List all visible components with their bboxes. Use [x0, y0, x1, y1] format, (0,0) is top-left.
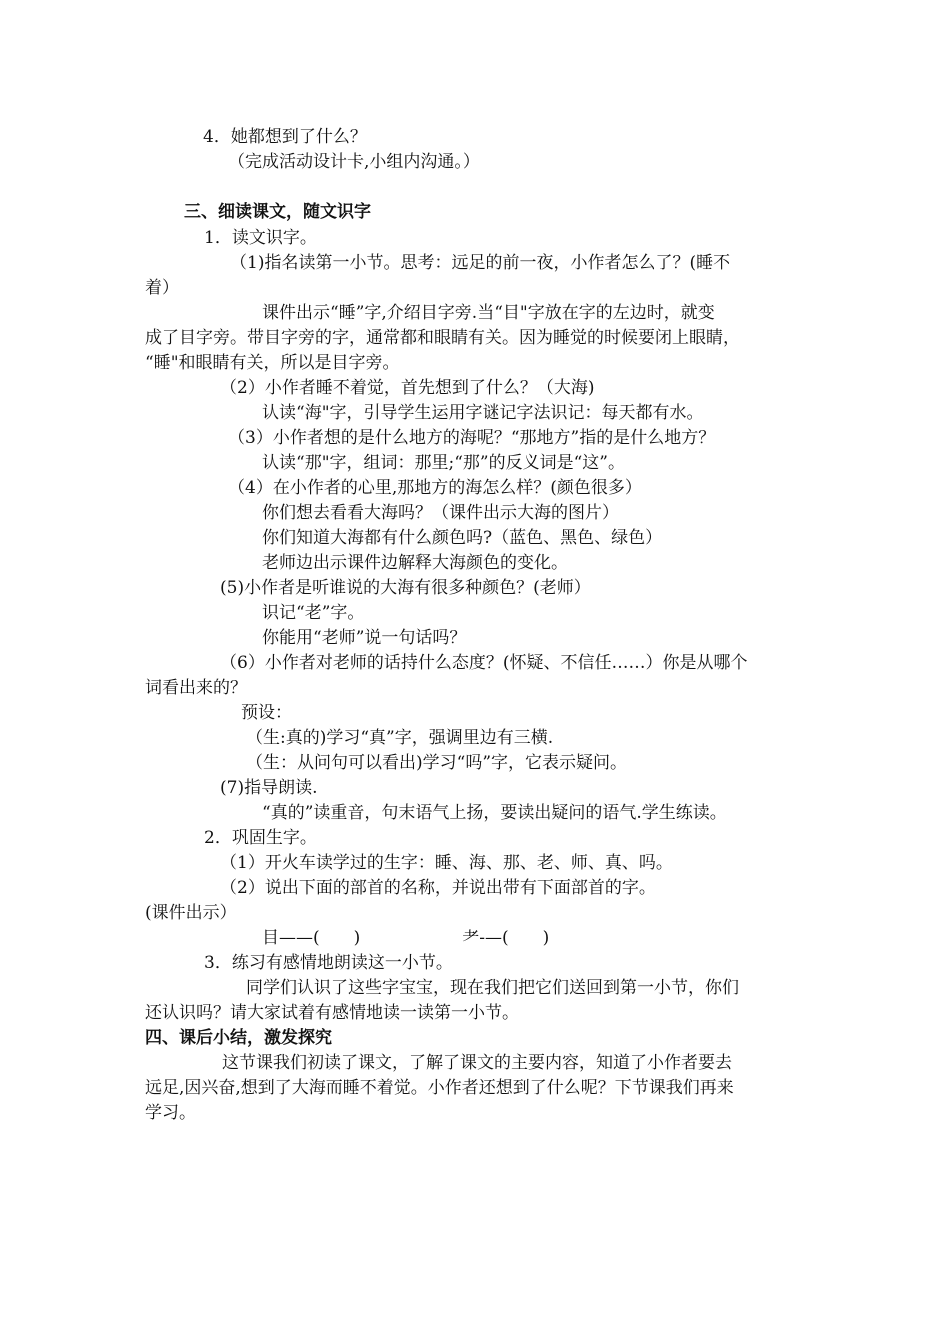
step-2-heading: 2．巩固生字。	[204, 828, 317, 848]
old-char-note: 识记“老”字。	[262, 603, 365, 623]
question-1-line-2: 着）	[145, 278, 179, 298]
question-6-line-1: （6）小作者对老师的话持什么态度？(怀疑、不信任……）你是从哪个	[220, 653, 748, 673]
section-3-heading: 三、细读课文，随文识字	[184, 202, 371, 222]
radical-blanks: 目——( ) 耂-—( )	[262, 928, 550, 948]
question-7: (7)指导朗读.	[220, 778, 318, 798]
preset-true-char: （生:真的)学习“真”字，强调里边有三横.	[246, 728, 554, 748]
step-3-paragraph-line-2: 还认识吗？请大家试着有感情地读一读第一小节。	[145, 1003, 519, 1023]
question-4-prompt-1: 你们想去看看大海吗？（课件出示大海的图片）	[262, 503, 619, 523]
summary-line-3: 学习。	[145, 1103, 196, 1123]
question-4: （4）在小作者的心里,那地方的海怎么样？(颜色很多）	[228, 478, 642, 498]
step-3-heading: 3．练习有感情地朗读这一小节。	[204, 953, 453, 973]
sleep-char-paragraph-line-1: 课件出示“睡”字,介绍目字旁.当“目"字放在字的左边时，就变	[262, 303, 715, 323]
preset-question-char: （生：从问句可以看出)学习“吗”字，它表示疑问。	[246, 753, 628, 773]
question-5: (5)小作者是听谁说的大海有很多种颜色？(老师）	[220, 578, 591, 598]
item-4-activity-note: （完成活动设计卡,小组内沟通。）	[228, 152, 480, 172]
question-1-line-1: （1)指名读第一小节。思考：远足的前一夜，小作者怎么了？(睡不	[230, 253, 731, 273]
question-6-line-2: 词看出来的？	[145, 678, 247, 698]
sleep-char-paragraph-line-3: “睡"和眼睛有关，所以是目字旁。	[145, 353, 400, 373]
summary-line-1: 这节课我们初读了课文，了解了课文的主要内容，知道了小作者要去	[222, 1053, 732, 1073]
reading-guidance: “真的”读重音，句末语气上扬，要读出疑问的语气.学生练读。	[262, 803, 727, 823]
question-4-prompt-2: 你们知道大海都有什么颜色吗?（蓝色、黑色、绿色）	[262, 528, 663, 548]
question-4-prompt-3: 老师边出示课件边解释大海颜色的变化。	[262, 553, 568, 573]
summary-line-2: 远足,因兴奋,想到了大海而睡不着觉。小作者还想到了什么呢？下节课我们再来	[145, 1078, 734, 1098]
step-2-item-1: （1）开火车读学过的生字：睡、海、那、老、师、真、吗。	[220, 853, 673, 873]
question-3: （3）小作者想的是什么地方的海呢？“那地方”指的是什么地方？	[228, 428, 716, 448]
preset-label: 预设：	[241, 703, 292, 723]
step-3-paragraph-line-1: 同学们认识了这些字宝宝，现在我们把它们送回到第一小节，你们	[246, 978, 739, 998]
step-1-heading: 1．读文识字。	[204, 228, 317, 248]
question-2: （2）小作者睡不着觉，首先想到了什么？（大海)	[220, 378, 595, 398]
teacher-sentence-prompt: 你能用“老师”说一句话吗？	[262, 628, 467, 648]
that-char-note: 认读“那"字，组词：那里;“那”的反义词是“这”。	[262, 453, 626, 473]
courseware-note: (课件出示）	[145, 903, 237, 923]
sea-char-note: 认读“海"字，引导学生运用字谜记字法识记：每天都有水。	[262, 403, 704, 423]
sleep-char-paragraph-line-2: 成了目字旁。带目字旁的字，通常都和眼睛有关。因为睡觉的时候要闭上眼睛，	[145, 328, 740, 348]
item-4-question: 4．她都想到了什么？	[203, 127, 367, 147]
section-4-heading: 四、课后小结，激发探究	[145, 1028, 332, 1048]
step-2-item-2: （2）说出下面的部首的名称，并说出带有下面部首的字。	[220, 878, 656, 898]
